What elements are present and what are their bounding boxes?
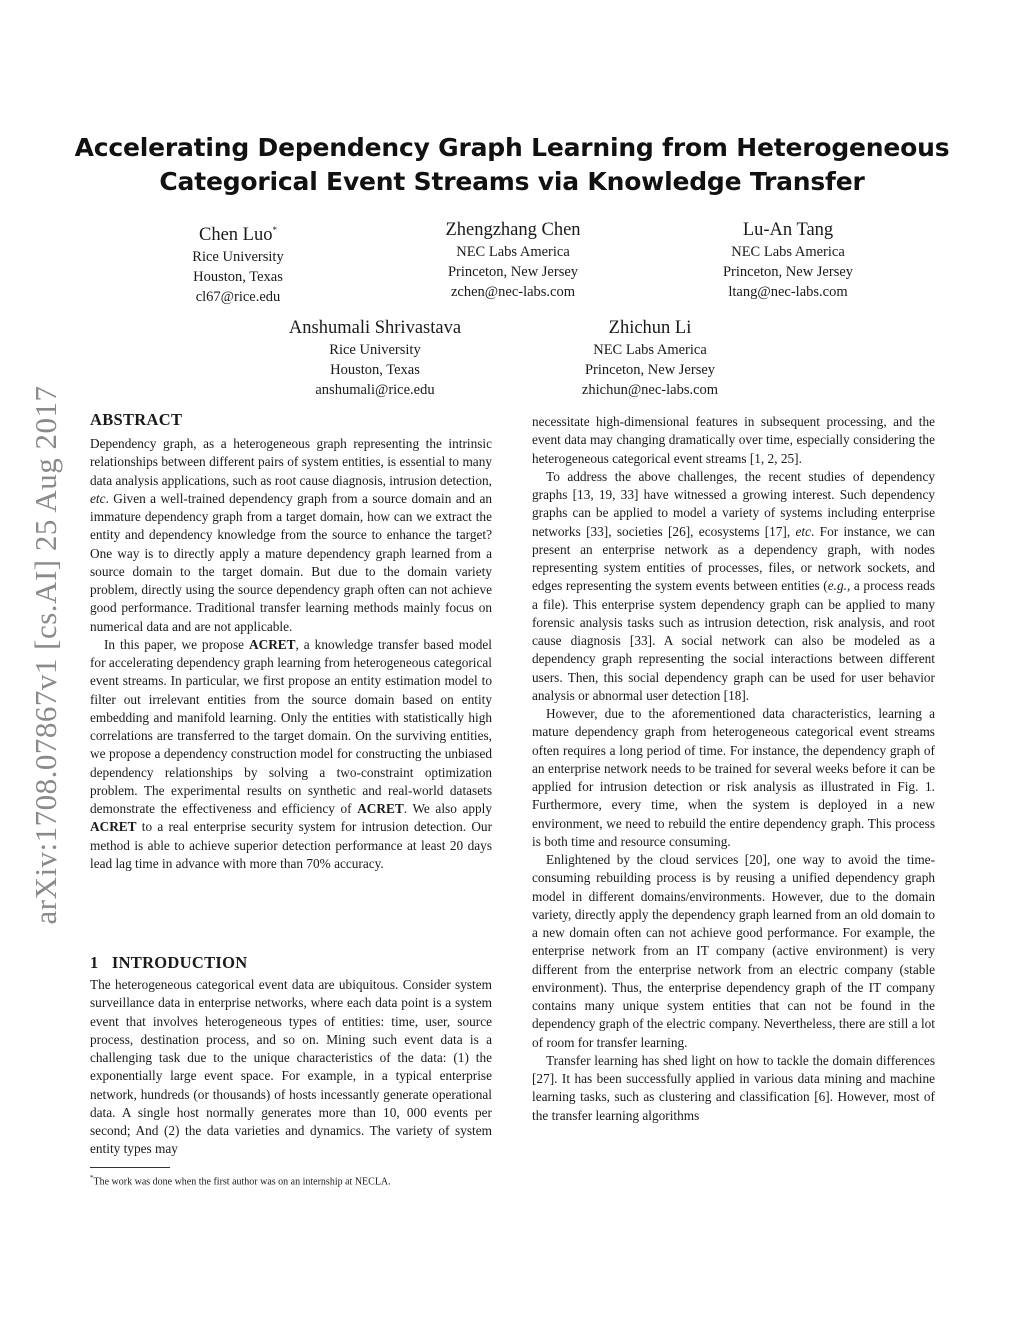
section-number: 1 [90,953,99,972]
author-affiliation: NEC Labs America [593,342,707,358]
author-location: Princeton, New Jersey [584,362,716,378]
abstract-paragraph-2: In this paper, we propose ACRET, a knowledge transfer based model for accelerating dependency graph learning from heterogeneous categorical event streams. In particular, we first propose an entity estimation model to filter out irrelevant entities from the source domain based on entity embedding and manifold learning. Only the entities with statistically high correlations are transferred to the target domain. On the surviving entities, we propose a dependency construction model for constructing the unbiased dependency relationships by solving a two-constraint optimization problem. The experimental results on synthetic and real-world datasets demonstrate the effectiveness and efficiency of ACRET. We also apply ACRET to a real enterprise security system for intrusion detection. Our method is able to achieve superior detection performance at least 20 days lead lag time in advance with more than 70% accuracy. [90,636,492,871]
intro-paragraph-1: The heterogeneous categorical event data are ubiquitous. Consider system surveillance data in enterprise networks, where each data point is a system event that involves heterogeneous types of entities: time, user, source process, destination process, and so on. Mining such event data is a challenging task due to the unique characteristics of the data: (1) the exponentially large event space. For example, in a typical enterprise network, hundreds (or thousands) of hosts incessantly generate operational data. A single host normally generates more than 10, 000 events per second; And (2) the data varieties and dynamics. The variety of system entity types may [90,977,492,1157]
footnote [90,1172,391,1188]
author-affiliation: NEC Labs America [731,244,845,260]
intro-left-body [90,976,492,1159]
author-name: Lu-An Tang [742,220,834,240]
abstract-body [90,435,492,873]
footnote-mark: * [90,1174,94,1182]
author-block-2 [393,219,633,302]
method-name: ACRET [90,819,137,835]
author-email: zhichun@nec-labs.com [581,382,719,398]
author-affiliation: Rice University [192,249,284,266]
intro-right-paragraph-4: Enlightened by the cloud services [20], one way to avoid the time-consuming rebuilding process is by reusing a unified dependency graph model in different domains/environments. However, due to the domain variety, directly apply the dependency graph learned from an old domain to a new domain often can not achieve good performance. For example, the enterprise network from an IT company (active environment) is very different from the enterprise network from an electric company (stable environment). Thus, the enterprise dependency graph of the IT company contains many unique system entities that can not be found in the dependency graph of the electric company. Nevertheless, there are still a lot of room for transfer learning. [532,852,935,1050]
author-block-1 [118,219,358,307]
author-email: ltang@nec-labs.com [728,284,848,300]
author-block-5 [530,317,770,400]
title-line-1: Accelerating Dependency Graph Learning from Heterogeneous [74,133,950,162]
abstract-paragraph-1: Dependency graph, as a heterogeneous graph representing the intrinsic relationships between different pairs of system entities, is essential to many data analysis applications, such as root cause diagnosis, intrusion detection, etc. Given a well-trained dependency graph from a source domain and an immature dependency graph from a target domain, how can we extract the entity and dependency knowledge from the source to enhance the target? One way is to directly apply a mature dependency graph learned from a source domain to the target domain. But due to the domain variety problem, directly using the source dependency graph often can not achieve good performance. Traditional transfer learning methods mainly focus on numerical data and are not applicable. [90,436,492,634]
author-location: Houston, Texas [193,269,283,286]
method-name: ACRET [248,636,296,652]
author-name: Chen Luo* [199,225,277,246]
author-name: Zhichun Li [608,318,692,338]
author-name: Zhengzhang Chen [445,220,581,240]
intro-right-paragraph-3: However, due to the aforementioned data characteristics, learning a mature dependency graph from heterogeneous categorical event streams often requires a long period of time. For instance, the dependency graph of an enterprise network needs to be trained for several weeks before it can be applied for intrusion detection or risk analysis as illustrated in Fig. 1. Furthermore, every time, when the system is deployed in a new environment, we need to rebuild the entire dependency graph. This process is both time and resource consuming. [532,706,935,849]
author-location: Houston, Texas [330,362,420,378]
author-affiliation: NEC Labs America [456,244,570,260]
title-line-2: Categorical Event Streams via Knowledge Transfer [159,167,865,196]
author-affiliation: Rice University [329,342,421,358]
author-location: Princeton, New Jersey [447,264,579,280]
author-footnote-mark: * [272,225,277,235]
author-block-4 [255,317,495,400]
abstract-heading: ABSTRACT [90,410,183,429]
author-location: Princeton, New Jersey [722,264,854,280]
intro-right-paragraph-5: Transfer learning has shed light on how to tackle the domain differences [27]. It has been successfully applied in various data mining and machine learning tasks, such as clustering and classification [6]. However, most of the transfer learning algorithms [532,1052,935,1123]
intro-right-paragraph-2: To address the above challenges, the recent studies of dependency graphs [13, 19, 33] have witnessed a growing interest. Such dependency graphs can be applied to model a variety of systems including enterprise networks [33], societies [26], ecosystems [17], etc. For instance, we can present an enterprise network as a dependency graph, with nodes representing system entities of processes, files, or network sockets, and edges representing the system events between entities (e.g., a process reads a file). This enterprise system dependency graph can be applied to many forensic analysis tasks such as intrusion detection, risk analysis, and root cause diagnosis [33]. A social network can also be modeled as a dependency graph representing the social interactions between different users. Then, this social dependency graph can be used for user behavior analysis or abnormal user detection [18]. [532,468,936,703]
author-email: zchen@nec-labs.com [450,284,576,300]
footnote-text: The work was done when the first author was on an internship at NECLA. [93,1176,391,1188]
author-block-3 [668,219,908,302]
paper-title [60,131,964,199]
section-title: INTRODUCTION [111,953,248,972]
author-email: cl67@rice.edu [195,289,281,306]
author-email: anshumali@rice.edu [315,382,435,398]
method-name: ACRET [357,801,404,816]
intro-right-body [532,413,935,1125]
author-name: Anshumali Shrivastava [288,318,462,338]
footnote-rule [90,1167,170,1168]
section-heading-introduction [90,953,247,973]
arxiv-identifier: arXiv:1708.07867v1 [cs.AI] 25 Aug 2017 [28,385,63,925]
intro-right-paragraph-1: necessitate high-dimensional features in subsequent processing, and the event data may changing dramatically over time, especially considering the heterogeneous categorical event streams [1, 2, 25]. [532,414,935,466]
